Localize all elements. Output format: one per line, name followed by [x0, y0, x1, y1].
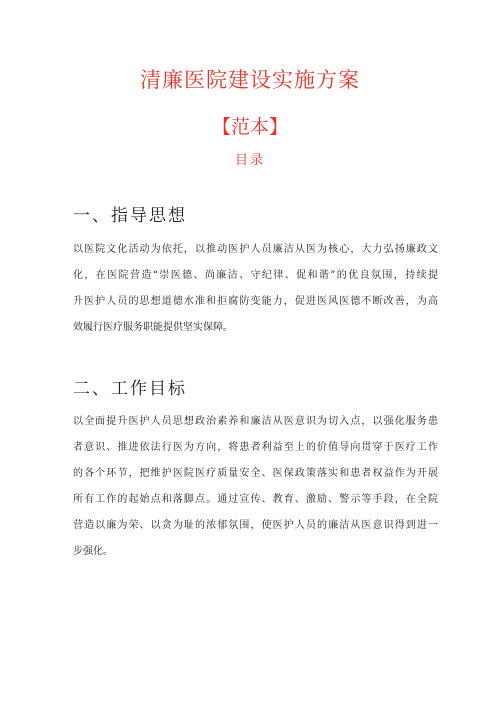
paragraph-line: 者意识、推进依法行医为方向，将患者利益至上的价值导向贯穿于医疗工作 — [73, 442, 438, 453]
section-paragraph-guiding-ideology — [73, 237, 438, 341]
section-heading-guiding-ideology: 一、指导思想 — [73, 206, 187, 226]
paragraph-line: 所有工作的起始点和落脚点。通过宣传、教育、激励、警示等手段，在全院 — [73, 494, 438, 505]
section-heading-work-goals: 二、工作目标 — [73, 379, 187, 399]
section-paragraph-work-goals — [73, 409, 438, 565]
document-title: 清廉医院建设实施方案 — [140, 68, 360, 92]
paragraph-line: 升医护人员的思想道德水准和拒腐防变能力，促进医风医德不断改善，为高 — [73, 296, 438, 307]
paragraph-line: 化，在医院营造“崇医德、尚廉洁、守纪律、促和谐”的优良氛围，持续提 — [73, 270, 438, 281]
paragraph-line: 营造以廉为荣、以贪为耻的浓郁氛围，使医护人员的廉洁从医意识得到进一 — [73, 520, 438, 531]
paragraph-line: 效履行医疗服务职能提供坚实保障。 — [73, 322, 233, 333]
table-of-contents-label: 目录 — [234, 153, 265, 168]
paragraph-line: 以全面提升医护人员思想政治素养和廉洁从医意识为切入点，以强化服务患 — [73, 416, 438, 427]
document-subtitle: 【范本】 — [211, 116, 288, 138]
paragraph-line: 的各个环节，把维护医院医疗质量安全、医保政策落实和患者权益作为开展 — [73, 468, 438, 479]
paragraph-line: 步强化。 — [73, 546, 113, 557]
paragraph-line: 以医院文化活动为依托，以推动医护人员廉洁从医为核心，大力弘扬廉政文 — [73, 244, 438, 255]
